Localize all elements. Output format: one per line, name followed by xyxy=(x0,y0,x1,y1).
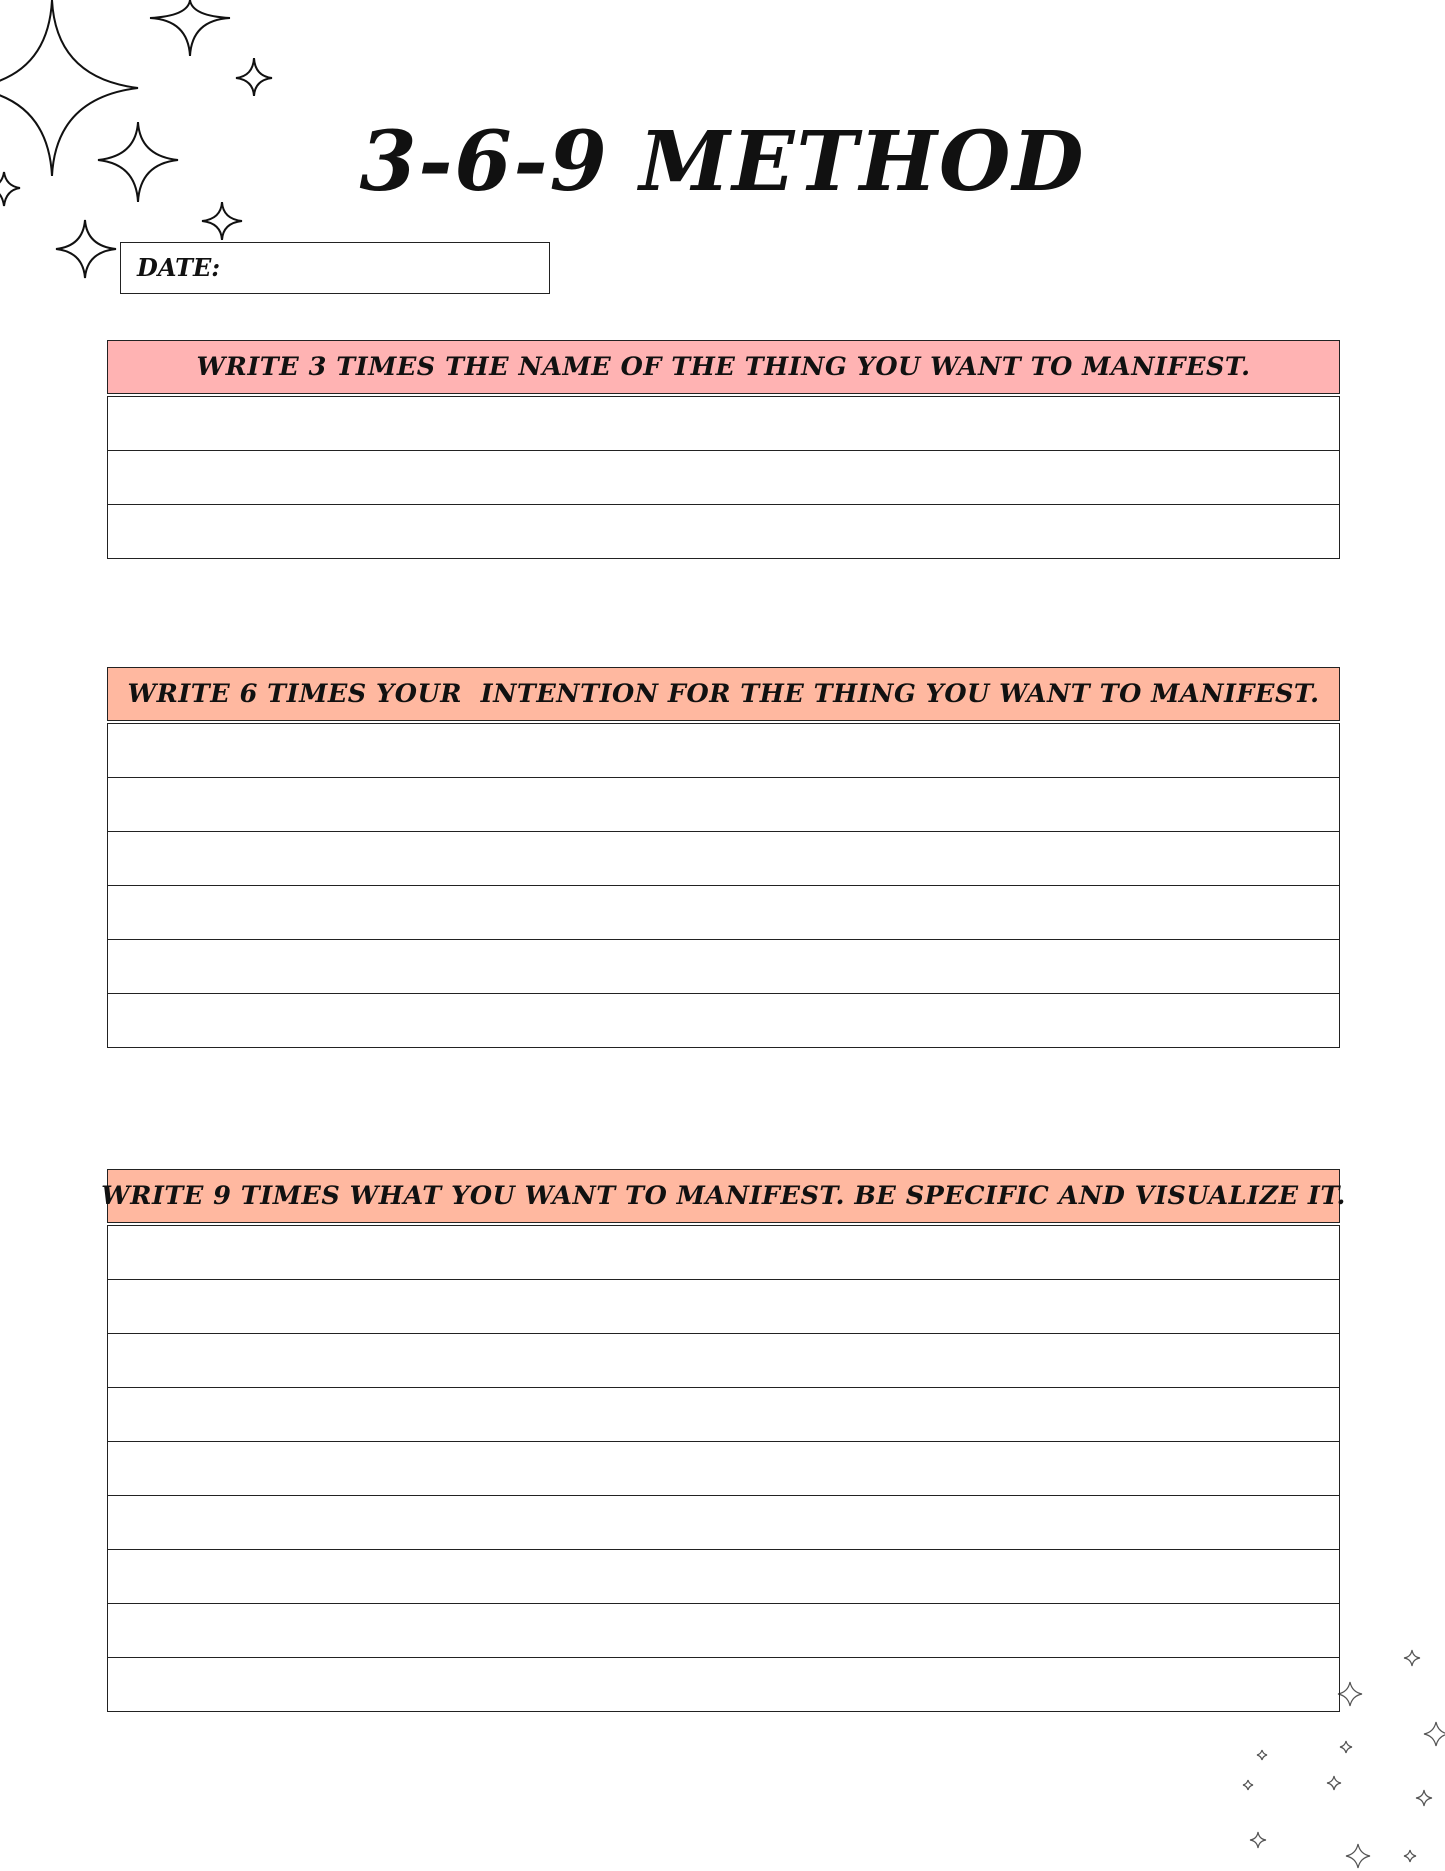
writing-line[interactable] xyxy=(108,1441,1339,1495)
writing-line[interactable] xyxy=(108,1495,1339,1549)
sparkle-icon xyxy=(1346,1844,1370,1868)
section-header: WRITE 6 TIMES YOUR INTENTION FOR THE THING YOU WANT TO MANIFEST. xyxy=(107,667,1340,721)
writing-line[interactable] xyxy=(108,723,1339,777)
writing-line[interactable] xyxy=(108,450,1339,504)
section-six-times xyxy=(107,667,1340,1048)
sparkle-icon xyxy=(1257,1750,1267,1760)
writing-line[interactable] xyxy=(108,1333,1339,1387)
sparkle-icon xyxy=(236,58,272,96)
writing-line[interactable] xyxy=(108,831,1339,885)
writing-line[interactable] xyxy=(108,1549,1339,1603)
page-title: 3-6-9 METHOD xyxy=(359,114,1086,210)
section-header: WRITE 3 TIMES THE NAME OF THE THING YOU WANT TO MANIFEST. xyxy=(107,340,1340,394)
sparkle-icon xyxy=(1404,1850,1416,1862)
writing-line[interactable] xyxy=(108,777,1339,831)
writing-line[interactable] xyxy=(108,504,1339,558)
sparkle-icon xyxy=(1404,1650,1420,1666)
sparkle-icon xyxy=(1416,1790,1432,1806)
writing-line[interactable] xyxy=(108,1387,1339,1441)
sparkle-icon xyxy=(1424,1722,1445,1746)
writing-line[interactable] xyxy=(108,396,1339,450)
writing-line[interactable] xyxy=(108,939,1339,993)
writing-line[interactable] xyxy=(108,885,1339,939)
writing-lines xyxy=(107,1225,1340,1712)
section-three-times xyxy=(107,340,1340,559)
sparkle-icon xyxy=(56,220,116,278)
section-header: WRITE 9 TIMES WHAT YOU WANT TO MANIFEST. BE SPECIFIC AND VISUALIZE IT. xyxy=(107,1169,1340,1223)
writing-line[interactable] xyxy=(108,1225,1339,1279)
sparkle-icon xyxy=(1340,1741,1352,1753)
sparkle-icon xyxy=(150,0,230,56)
sparkle-icon xyxy=(1250,1832,1266,1848)
date-field[interactable] xyxy=(120,242,550,294)
writing-line[interactable] xyxy=(108,1279,1339,1333)
section-nine-times xyxy=(101,1169,1346,1712)
writing-lines xyxy=(107,396,1340,559)
sparkle-icon xyxy=(1338,1682,1362,1706)
date-label: DATE: xyxy=(137,253,221,282)
writing-line[interactable] xyxy=(108,993,1339,1047)
writing-lines xyxy=(107,723,1340,1048)
writing-line[interactable] xyxy=(108,1657,1339,1711)
sparkle-icon xyxy=(1243,1780,1253,1790)
writing-line[interactable] xyxy=(108,1603,1339,1657)
sparkle-icon xyxy=(1327,1776,1341,1790)
